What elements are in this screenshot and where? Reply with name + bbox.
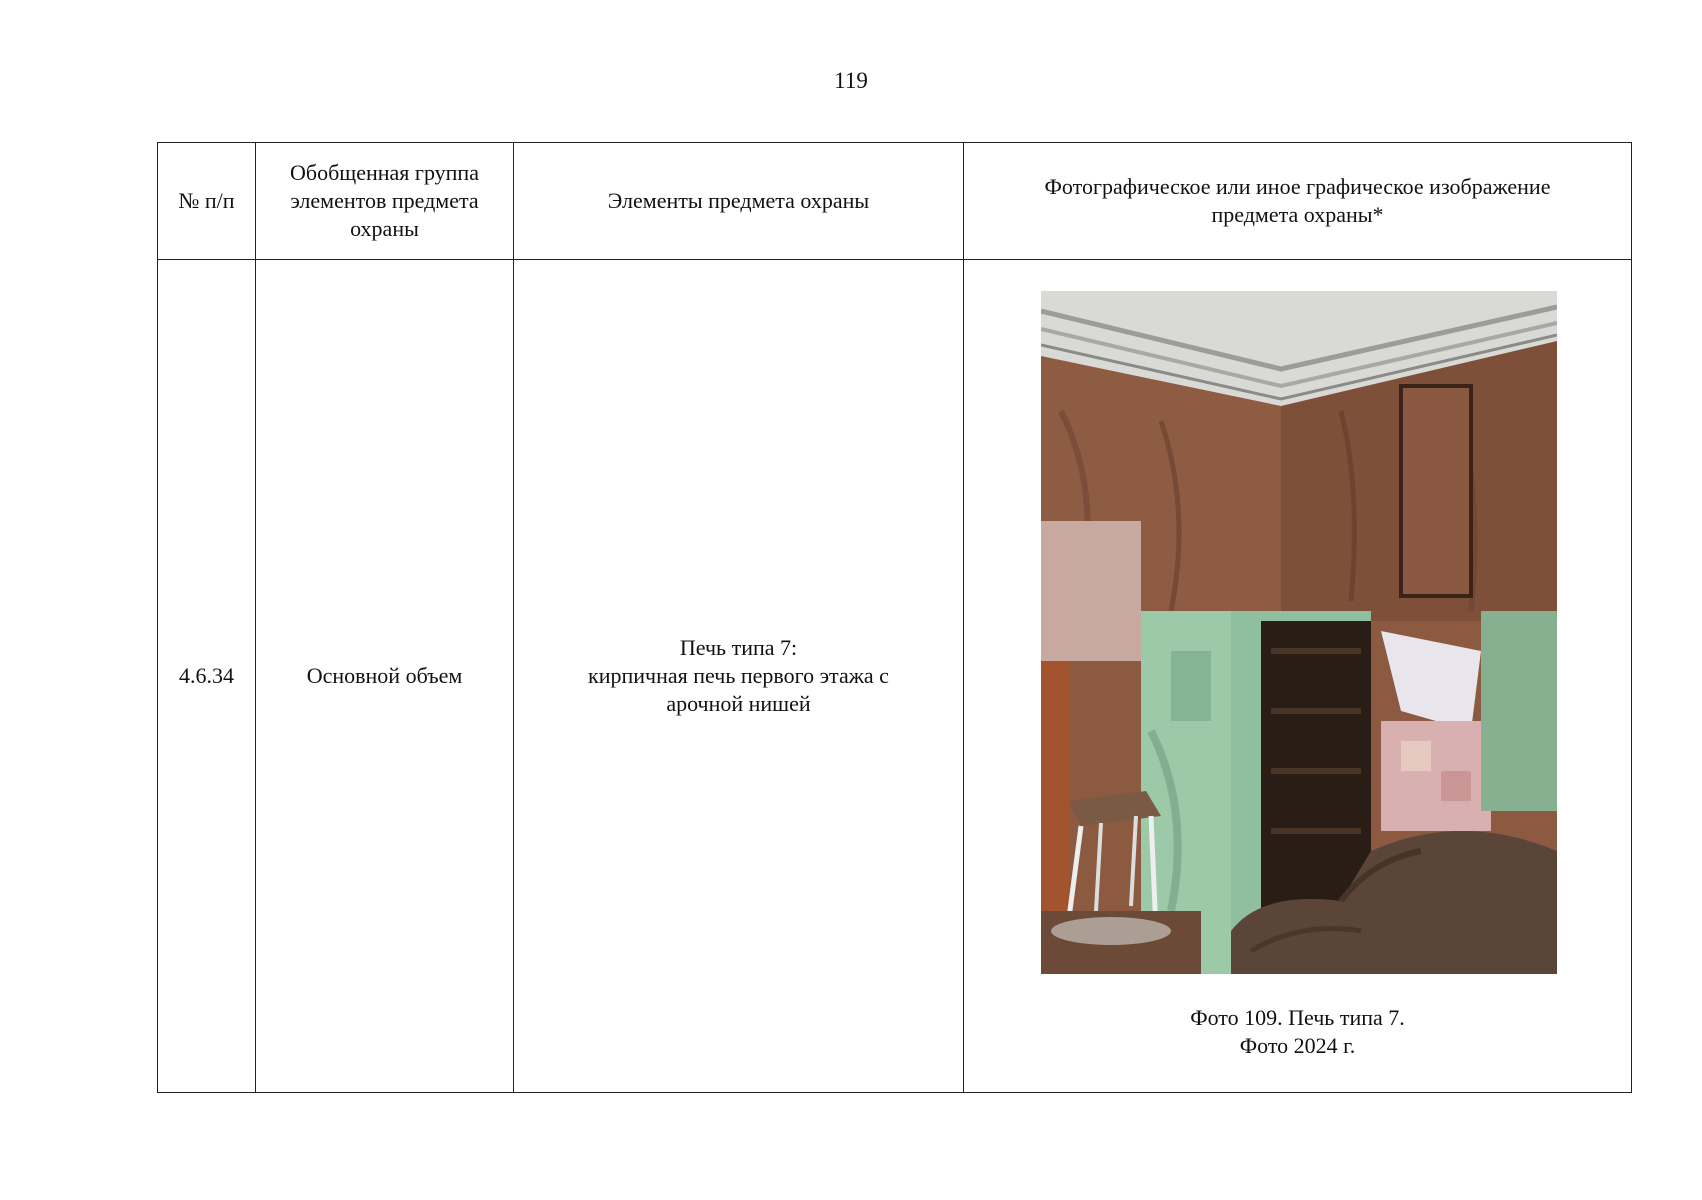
page-number: 119 — [834, 68, 868, 93]
photo-caption: Фото 109. Печь типа 7. Фото 2024 г. — [1190, 1005, 1405, 1058]
header-group: Обобщенная группа элементов предмета охраны — [256, 143, 514, 260]
cell-group: Основной объем — [256, 260, 514, 1093]
stove-photo-image — [1041, 291, 1557, 974]
table-header-row — [158, 143, 1632, 260]
header-photo: Фотографическое или иное графическое изображение предмета охраны* — [964, 143, 1632, 260]
cell-elements: Печь типа 7: кирпичная печь первого этажа с арочной нишей — [514, 260, 964, 1093]
cell-photo — [964, 260, 1632, 1093]
cell-num: 4.6.34 — [158, 260, 256, 1093]
table-row — [158, 260, 1632, 1093]
header-elements: Элементы предмета охраны — [514, 143, 964, 260]
header-num: № п/п — [158, 143, 256, 260]
stove-photo — [1041, 291, 1557, 974]
protection-table — [157, 142, 1632, 1093]
